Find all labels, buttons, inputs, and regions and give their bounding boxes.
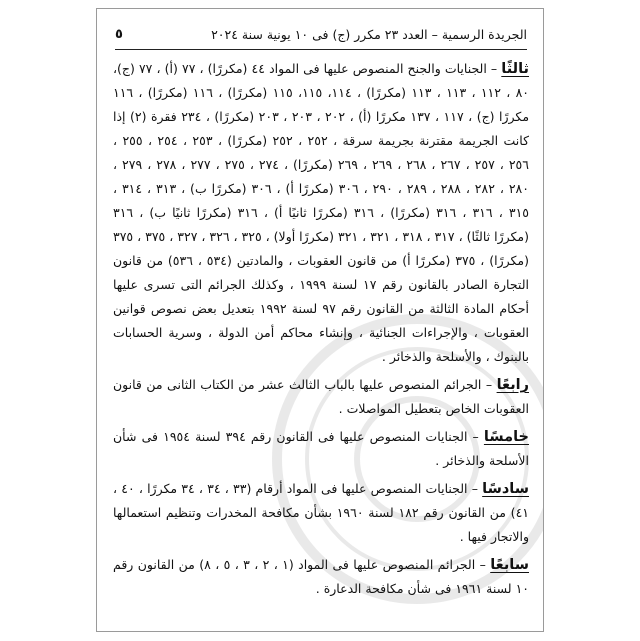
- section-fourth: [113, 373, 529, 421]
- section-label: خامسًا: [483, 429, 529, 445]
- section-label: رابعًا: [496, 377, 529, 393]
- page-number: ٥: [115, 26, 123, 42]
- section-text: – الجنايات والجنح المنصوص عليها فى المواد ٤٤ (مكررًا) ، ٧٧ (أ) ، ٧٧ (ج)، ٨٠ ، ١١٢ ، ١١٣ ، ١١٣ (مكررًا) ، ١١٤، ١١٥، ١١٥ (مكررًا) ، ١١٦ (مكررًا) ، ١١٦ مكررًا (ج) ، ١١٧ ، ١٣٧ مكررًا (أ) ، ٢٠٢ ، ٢٠٣ ، ٢٠٣ (مكررًا) ، ٢٣٤ فقرة (٢) إذا كانت الجريمة مقترنة بجريمة سرقة ، ٢٥٢ ، ٢٥٢ (مكررًا) ، ٢٥٣ ، ٢٥٤ ، ٢٥٥ ، ٢٥٦ ، ٢٥٧ ، ٢٦٧ ، ٢٦٨ ، ٢٦٩ ، ٢٦٩ (مكررًا) ، ٢٧٤ ، ٢٧٥ ، ٢٧٧ ، ٢٧٨ ، ٢٧٩ ، ٢٨٠ ، ٢٨٢ ، ٢٨٨ ، ٢٨٩ ، ٢٩٠ ، ٣٠٦ (مكررًا أ) ، ٣٠٦ (مكررًا ب) ، ٣١٣ ، ٣١٤ ، ٣١٥ ، ٣١٦ ، ٣١٦ (مكررًا) ، ٣١٦ (مكررًا ثانيًا أ) ، ٣١٦ (مكررًا ثانيًا ب) ، ٣١٦ (مكررًا ثالثًا) ، ٣١٧ ، ٣١٨ ، ٣٢١ ، ٣٢١ (مكررًا أولا) ، ٣٢٥ ، ٣٢٦ ، ٣٢٧ ، ٣٧٥ ، ٣٧٥ (مكررًا) ، ٣٧٥ (مكررًا أ) من قانون العقوبات ، والمادتين (٥٣٤ ، ٥٣٦) من قانون التجارة الصادر بالقانون رقم ١٧ لسنة ١٩٩٩ ، وكذلك الجرائم التى تسرى عليها أحكام المادة الثالثة من القانون رقم ٩٧ لسنة ١٩٩٢ بتعديل بعض نصوص قوانين العقوبات ، والإجراءات الجنائية ، وإنشاء محاكم أمن الدولة ، وسرية الحسابات بالبنوك ، والأسلحة والذخائر .: [113, 61, 529, 364]
- section-label: ثالثًا: [501, 61, 529, 77]
- section-text: – الجنايات المنصوص عليها فى القانون رقم ٣٩٤ لسنة ١٩٥٤ فى شأن الأسلحة والذخائر .: [113, 429, 529, 468]
- section-third: [113, 57, 529, 369]
- page-header: [115, 23, 527, 45]
- page-body: [113, 57, 529, 625]
- gazette-page: [96, 8, 544, 632]
- section-text: – الجرائم المنصوص عليها بالباب الثالث عشر من الكتاب الثانى من قانون العقوبات الخاص بتعطيل المواصلات .: [113, 377, 529, 416]
- header-divider: [115, 49, 527, 50]
- section-label: سادسًا: [482, 481, 529, 497]
- section-fifth: [113, 425, 529, 473]
- section-seventh: [113, 553, 529, 601]
- section-sixth: [113, 477, 529, 549]
- gazette-title: الجريدة الرسمية – العدد ٢٣ مكرر (ج) فى ١٠ يونية سنة ٢٠٢٤: [211, 26, 527, 42]
- section-text: – الجنايات المنصوص عليها فى المواد أرقام (٣٣ ، ٣٤ ، ٣٤ مكررًا ، ٤٠ ، ٤١) من القانون رقم ١٨٢ لسنة ١٩٦٠ بشأن مكافحة المخدرات وتنظيم استعمالها والاتجار فيها .: [113, 481, 529, 544]
- section-label: سابعًا: [490, 557, 529, 573]
- section-text: – الجرائم المنصوص عليها فى المواد (١ ، ٢ ، ٣ ، ٥ ، ٨) من القانون رقم ١٠ لسنة ١٩٦١ فى شأن مكافحة الدعارة .: [113, 557, 529, 596]
